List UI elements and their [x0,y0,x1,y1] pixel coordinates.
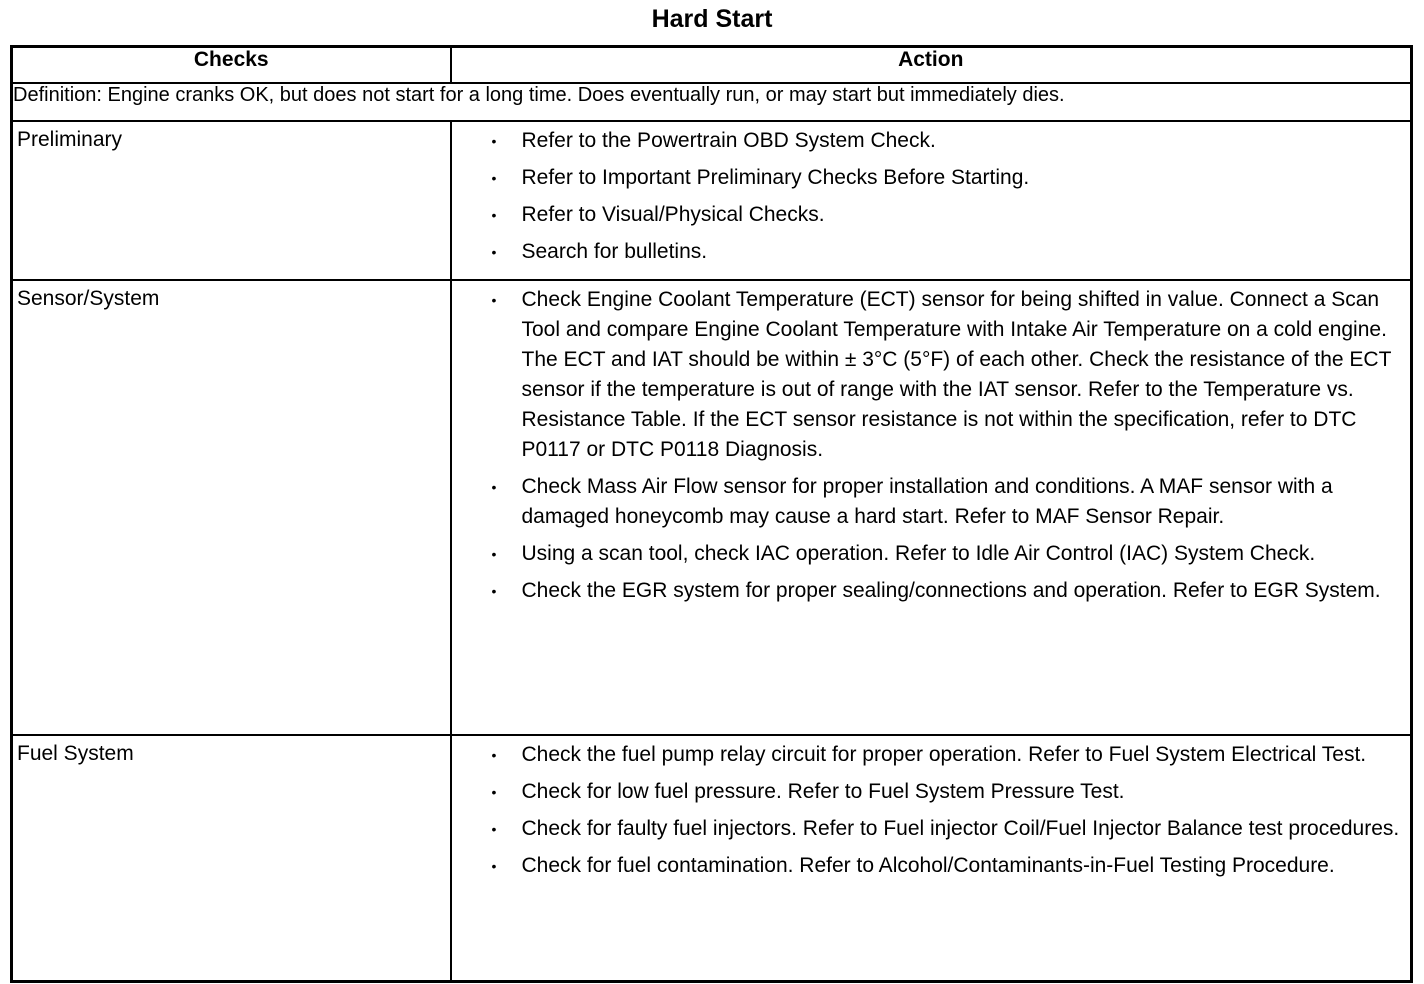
bullet-icon: • [491,133,497,149]
list-item [488,851,1401,881]
check-category: Preliminary [12,121,451,280]
bullet-icon: • [491,244,497,260]
table-header-row [12,47,1412,84]
action-list [452,281,1411,606]
action-text: Check for fuel contamination. Refer to Alcohol/Contaminants-in-Fuel Testing Procedure. [521,854,1335,877]
bullet-icon: • [491,479,497,495]
action-text: Check Engine Coolant Temperature (ECT) sensor for being shifted in value. Connect a Scan Tool and compare Engine Coolant Temperature with Intake Air Temperature on a cold engine. The ECT and IAT should be within ± 3°C (5°F) of each other. Check the resistance of the ECT sensor if the temperature is out of range with the IAT sensor. Refer to the Temperature vs. Resistance Table. If the ECT sensor resistance is not within the specification, refer to DTC P0117 or DTC P0118 Diagnosis. [521,288,1392,461]
action-cell [451,121,1412,280]
bullet-icon: • [491,784,497,800]
list-item [488,200,1401,230]
list-item [488,539,1401,569]
bullet-icon: • [491,858,497,874]
page-title: Hard Start [651,5,773,33]
table-row [12,121,1412,280]
check-category: Sensor/System [12,280,451,735]
table-row [12,735,1412,982]
list-item [488,740,1401,770]
action-text: Refer to Visual/Physical Checks. [521,203,825,226]
action-list [452,736,1411,881]
action-text: Using a scan tool, check IAC operation. Refer to Idle Air Control (IAC) System Check. [521,542,1316,565]
checks-column-header: Checks [12,47,451,84]
action-cell [451,280,1412,735]
list-item [488,576,1401,606]
bullet-icon: • [491,821,497,837]
action-text: Search for bulletins. [521,240,708,263]
action-text: Refer to the Powertrain OBD System Check. [521,129,936,152]
action-text: Check the fuel pump relay circuit for proper operation. Refer to Fuel System Electrical Test. [521,743,1367,766]
action-column-header: Action [451,47,1412,84]
bullet-icon: • [491,292,497,308]
action-text: Check Mass Air Flow sensor for proper installation and conditions. A MAF sensor with a damaged honeycomb may cause a hard start. Refer to MAF Sensor Repair. [521,475,1333,528]
list-item [488,163,1401,193]
list-item [488,285,1401,465]
action-list [452,122,1411,267]
action-text: Check the EGR system for proper sealing/connections and operation. Refer to EGR System. [521,579,1381,602]
bullet-icon: • [491,170,497,186]
definition-row [12,83,1412,121]
action-cell [451,735,1412,982]
check-category: Fuel System [12,735,451,982]
list-item [488,126,1401,156]
bullet-icon: • [491,207,497,223]
action-text: Refer to Important Preliminary Checks Before Starting. [521,166,1030,189]
table-row [12,280,1412,735]
bullet-icon: • [491,583,497,599]
definition-text: Definition: Engine cranks OK, but does not start for a long time. Does eventually run, or may start but immediately dies. [12,83,1412,121]
action-text: Check for faulty fuel injectors. Refer to Fuel injector Coil/Fuel Injector Balance test procedures. [521,817,1400,840]
list-item [488,777,1401,807]
list-item [488,814,1401,844]
list-item [488,237,1401,267]
action-text: Check for low fuel pressure. Refer to Fuel System Pressure Test. [521,780,1125,803]
bullet-icon: • [491,747,497,763]
diagnostic-table [10,45,1413,983]
list-item [488,472,1401,532]
bullet-icon: • [491,546,497,562]
